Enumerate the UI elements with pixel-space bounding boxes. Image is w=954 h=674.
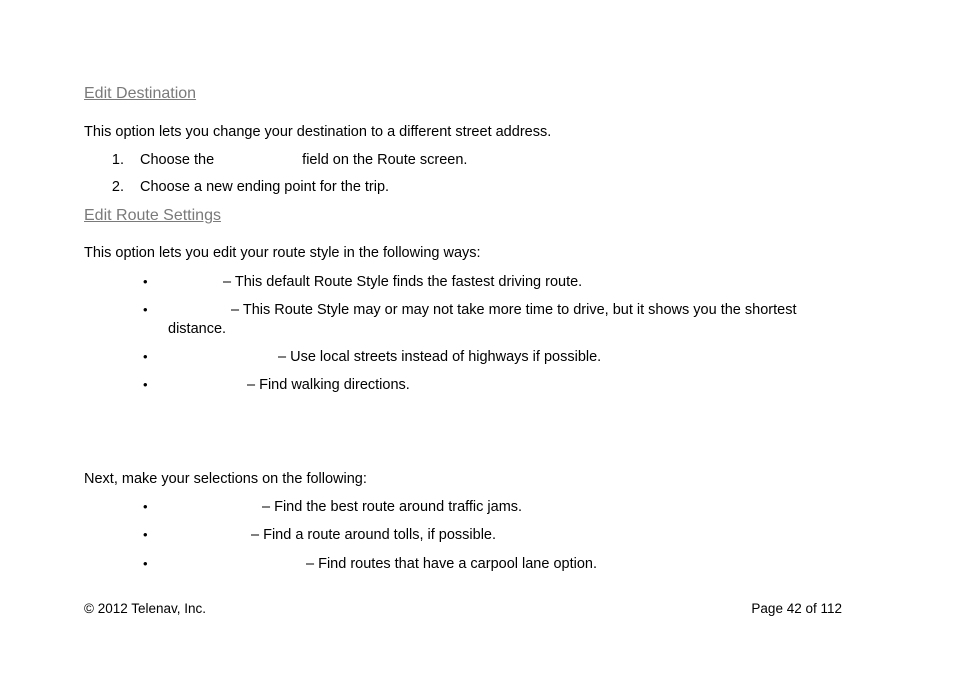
- bullet-icon: •: [143, 274, 148, 289]
- route-style-option-text: – This Route Style may or may not take more time to drive, but it shows you the shortest: [231, 302, 797, 318]
- step-2-text: Choose a new ending point for the trip.: [140, 179, 390, 195]
- bullet-icon: •: [143, 302, 148, 317]
- selection-option-text: – Find a route around tolls, if possible.: [251, 527, 497, 543]
- selection-option-text: – Find the best route around traffic jams.: [262, 499, 523, 515]
- edit-destination-intro: This option lets you change your destination to a different street address.: [84, 124, 552, 140]
- selections-intro: Next, make your selections on the following:: [84, 471, 367, 487]
- step-number: 1.: [111, 152, 124, 168]
- edit-route-settings-intro: This option lets you edit your route style in the following ways:: [84, 245, 481, 261]
- bullet-icon: •: [143, 499, 148, 514]
- step-1-before: Choose the: [140, 152, 215, 168]
- selection-option-text: – Find routes that have a carpool lane option.: [306, 556, 597, 572]
- edit-route-settings-heading[interactable]: Edit Route Settings: [84, 207, 221, 224]
- bullet-icon: •: [143, 556, 148, 571]
- footer-copyright: © 2012 Telenav, Inc.: [84, 601, 207, 616]
- route-style-option-text: – Use local streets instead of highways if possible.: [278, 349, 602, 365]
- step-number: 2.: [111, 179, 124, 195]
- route-style-option-text: – Find walking directions.: [247, 377, 410, 393]
- bullet-icon: •: [143, 377, 148, 392]
- edit-destination-heading[interactable]: Edit Destination: [84, 85, 197, 102]
- route-style-option-text: – This default Route Style finds the fastest driving route.: [223, 274, 583, 290]
- step-1-text: [140, 151, 467, 169]
- step-1-after: field on the Route screen.: [302, 152, 468, 168]
- route-style-option-continuation: distance.: [168, 321, 227, 337]
- bullet-icon: •: [143, 527, 148, 542]
- footer-page-number: Page 42 of 112: [751, 601, 842, 616]
- bullet-icon: •: [143, 349, 148, 364]
